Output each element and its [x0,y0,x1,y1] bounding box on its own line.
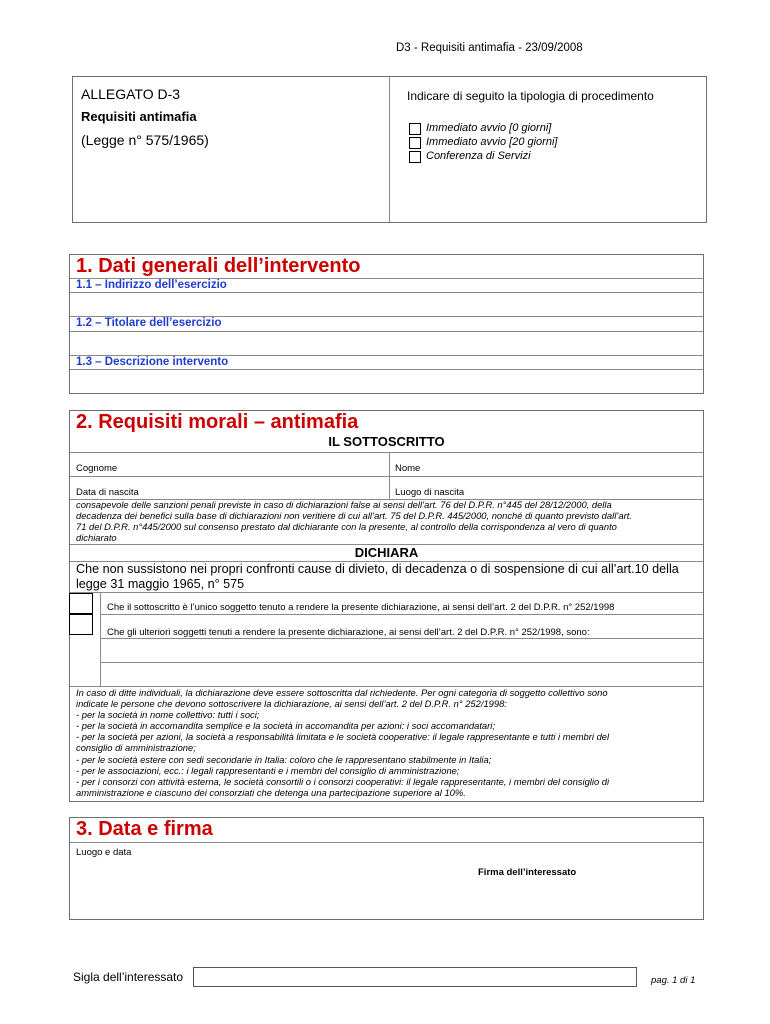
warning-line: 71 del D.P.R. n°445/2000 sul consenso prestato dal dichiarante con la presente, al controllo della corrispondenza al vero di quanto [76,521,617,532]
ulteriori-soggetti-field-2[interactable] [101,663,703,686]
note-line: indicate le persone che devono sottoscrivere la dichiarazione, ai sensi dell’art. 2 del D.P.R. n° 252/1998: [76,698,507,710]
law-reference: (Legge n° 575/1965) [81,132,209,148]
warning-line: consapevole delle sanzioni penali previste in caso di dichiarazioni false ai sensi dell’art. 76 del D.P.R. n°445 del 28/12/2000, della [76,499,612,510]
procedure-label-1: Immediato avvio [20 giorni] [426,136,558,148]
note-line: - per la società per azioni, la società a responsabilità limitata e le società cooperative: il legale rappresentante e tutti i membri del [76,731,610,743]
section1-title: 1. Dati generali dell’intervento [76,255,361,277]
procedure-label-2: Conferenza di Servizi [426,150,531,162]
data-nascita-label: Data di nascita [76,487,139,498]
section3-title: 3. Data e firma [76,818,213,840]
page-number: pag. 1 di 1 [651,975,696,986]
firma-field[interactable] [440,880,690,916]
sigla-label: Sigla dell’interessato [73,970,184,984]
divider [70,592,703,593]
option2-label: Che gli ulteriori soggetti tenuti a rendere la presente dichiarazione, ai sensi dell’art. 2 del D.P.R. n° 252/1998, sono: [107,627,590,638]
sottoscritto-heading: IL SOTTOSCRITTO [328,434,445,449]
note-line: consiglio di amministrazione; [76,742,196,754]
statement-line: legge 31 maggio 1965, n° 575 [76,576,245,591]
divider [70,476,703,477]
procedure-checkbox-1[interactable] [409,137,421,149]
titolare-field[interactable] [70,332,703,355]
warning-line: dichiarato [76,532,117,543]
luogo-data-label: Luogo e data [76,847,132,858]
section1-sub3: 1.3 – Descrizione intervento [76,356,229,368]
procedure-checkbox-0[interactable] [409,123,421,135]
document-reference: D3 - Requisiti antimafia - 23/09/2008 [396,42,583,54]
header-box-divider [389,77,390,222]
note-line: - per le società estere con sedi secondarie in Italia: coloro che le rappresentano stabilmente in Italia; [76,753,492,765]
warning-line: decadenza dei benefici sulla base di dichiarazioni non veritiere di cui all’art. 75 del D.P.R. 445/2000, nonché di quanto previsto dall’art. [76,510,632,521]
option1-label: Che il sottoscritto è l’unico soggetto tenuto a rendere la presente dichiarazione, ai sensi dell’art. 2 del D.P.R. n° 252/1998 [107,602,615,613]
firma-label: Firma dell’interessato [478,867,577,878]
note-text [76,687,609,798]
procedure-checkbox-2[interactable] [409,151,421,163]
note-line: - per la società in nome collettivo: tutti i soci; [76,709,260,721]
dichiara-heading: DICHIARA [354,545,419,560]
note-line: In caso di ditte individuali, la dichiarazione deve essere sottoscritta dal richiedente. Per ogni categoria di soggetto collettivo sono [76,687,608,698]
procedure-label-0: Immediato avvio [0 giorni] [426,122,552,134]
cognome-label: Cognome [76,463,118,474]
form-title: Requisiti antimafia [81,109,197,124]
divider [100,614,703,615]
note-line: - per i consorzi con attività esterna, le società consortili o i consorzi cooperativi: il legale rappresentante, i membri del consiglio di [76,775,610,787]
section1-sub2: 1.2 – Titolare dell’esercizio [76,317,222,329]
consapevole-text [76,499,701,543]
ulteriori-soggetti-field-1[interactable] [101,639,703,662]
note-line: - per la società in accomandita semplice e la società in accomandita per azioni: i soci accomandatari; [76,720,495,732]
procedure-prompt: Indicare di seguito la tipologia di procedimento [407,89,654,103]
option1-checkbox[interactable] [69,593,93,614]
option2-checkbox[interactable] [69,614,93,635]
luogo-nascita-label: Luogo di nascita [395,487,465,498]
divider [70,452,703,453]
section2-title: 2. Requisiti morali – antimafia [76,411,359,433]
dichiara-statement [76,562,679,591]
statement-line: Che non sussistono nei propri confronti cause di divieto, di decadenza o di sospensione di cui all’art.10 della [76,562,679,576]
note-line: amministrazione e ciascuno dei consorziati che detenga una partecipazione superiore al 10%. [76,786,466,798]
note-line: - per le associazioni, ecc.: i legali rappresentanti e i membri del consiglio di amministrazione; [76,764,460,776]
indirizzo-field[interactable] [70,293,703,316]
section1-sub1: 1.1 – Indirizzo dell’esercizio [76,279,227,291]
divider [70,842,703,843]
sigla-field[interactable] [193,967,637,987]
allegato-label: ALLEGATO D-3 [81,86,181,102]
nome-label: Nome [395,463,421,474]
descrizione-field[interactable] [70,370,703,393]
